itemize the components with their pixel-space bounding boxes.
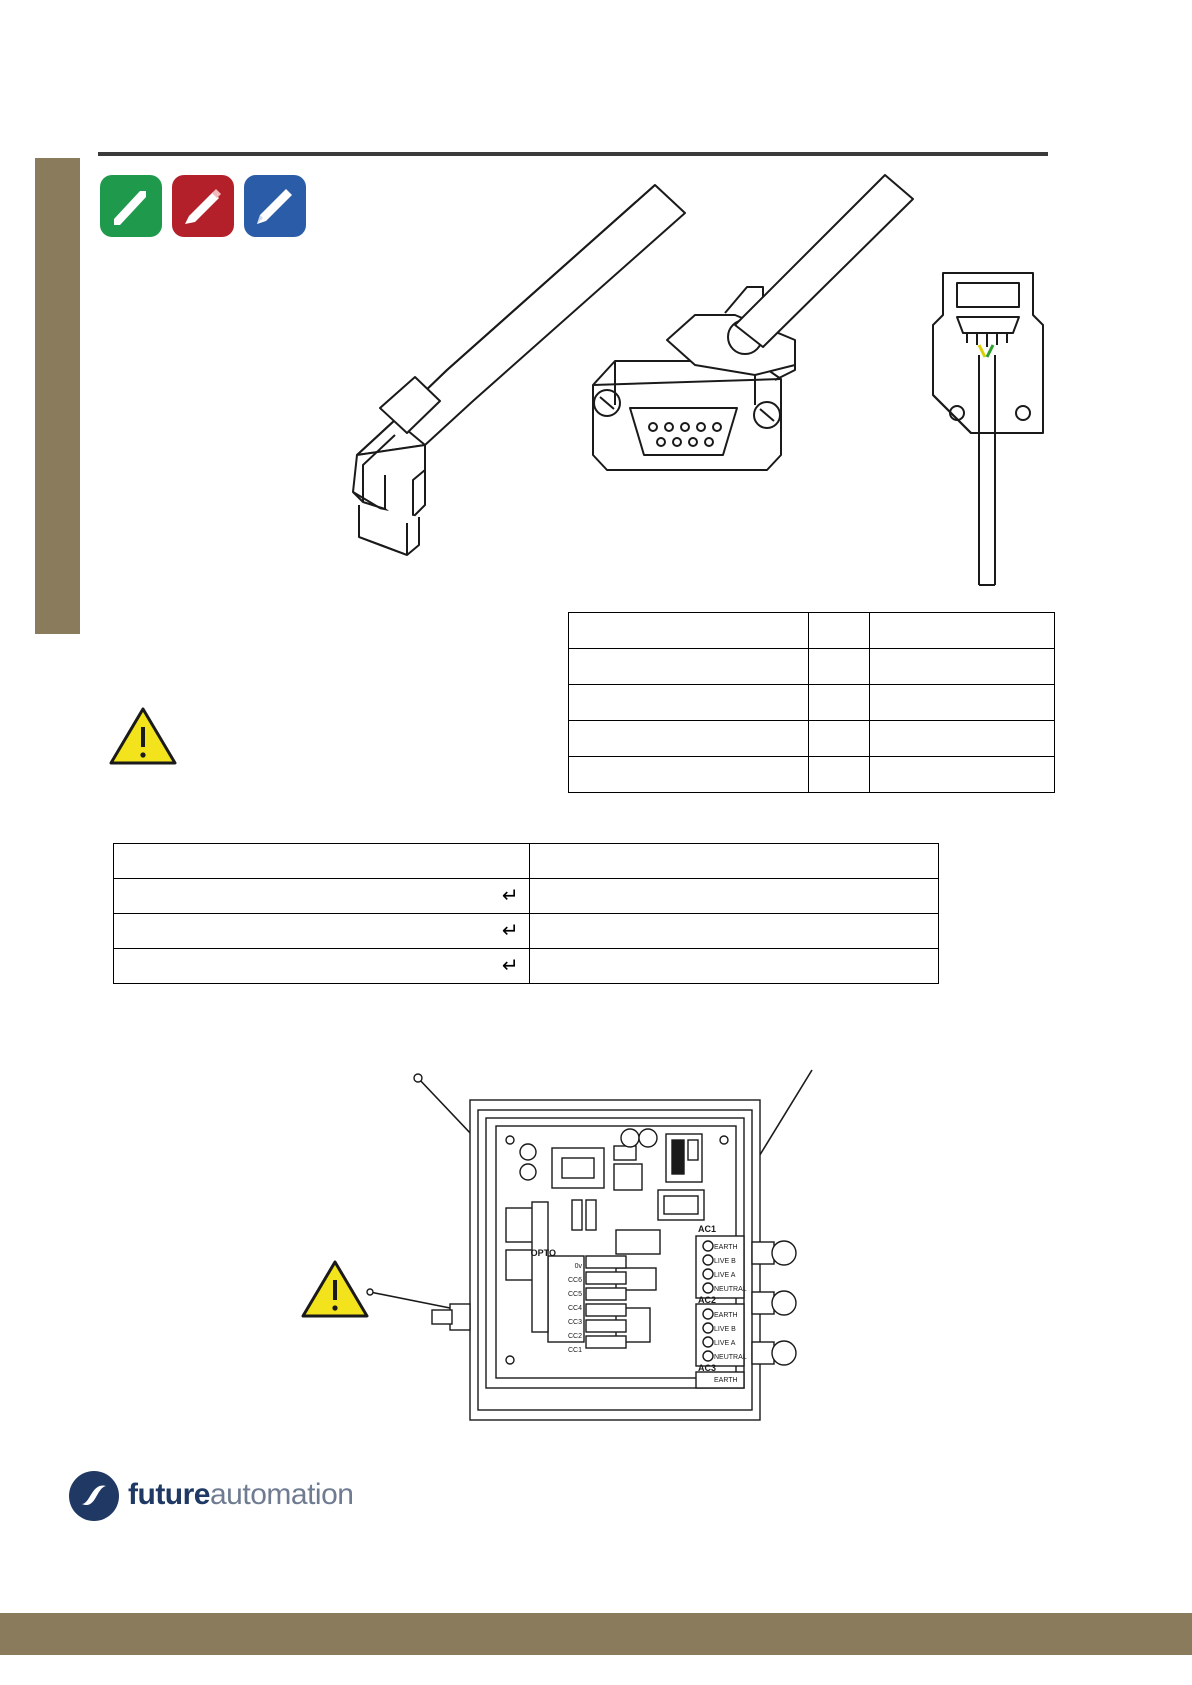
section-side-tab [35,158,80,634]
pin-cell [809,721,870,757]
svg-text:EARTH: EARTH [714,1312,738,1319]
pin-cell [869,721,1054,757]
pin-cell [869,649,1054,685]
command-description-cell [529,914,938,949]
table-row [569,613,1055,649]
warning-triangle-upper [108,705,178,767]
svg-text:NEUTRAL: NEUTRAL [714,1286,747,1293]
svg-text:LIVE A: LIVE A [714,1272,736,1279]
header-rule [98,152,1048,156]
logo-mark-icon [68,1470,120,1522]
svg-text:AC1: AC1 [698,1224,717,1234]
command-cell [114,879,530,914]
table-header-row [114,844,939,879]
svg-text:CC1: CC1 [567,1347,582,1354]
table-row [114,914,939,949]
table-row [114,949,939,984]
db9-rear-wiring-detail [933,273,1043,585]
logo-wordmark [128,1478,353,1512]
table-row [569,685,1055,721]
control-board-diagram [300,1060,920,1440]
pin-cell [809,757,870,793]
command-description-cell [529,949,938,984]
svg-text:AC3: AC3 [698,1363,717,1373]
pin-cell [569,721,809,757]
pin-cell [809,685,870,721]
svg-text:EARTH: EARTH [714,1244,738,1251]
svg-text:EARTH: EARTH [714,1377,738,1384]
command-cell [114,914,530,949]
pin-assignment-table [568,612,1055,793]
svg-text:CC4: CC4 [567,1305,582,1312]
svg-text:AC2: AC2 [698,1295,717,1305]
pin-cell [809,613,870,649]
command-header-cell [529,844,938,879]
pin-cell [869,757,1054,793]
pin-cell [809,649,870,685]
table-row [569,757,1055,793]
svg-text:LIVE A: LIVE A [714,1340,736,1347]
pin-cell [869,685,1054,721]
table-row [569,721,1055,757]
carriage-return-icon: ↵ [501,954,519,977]
svg-text:OPTO: OPTO [530,1248,556,1258]
svg-text:CC2: CC2 [567,1333,582,1340]
svg-text:CC3: CC3 [567,1319,582,1326]
logo-word-future: future [128,1478,210,1511]
svg-text:CC6: CC6 [567,1277,582,1284]
pin-cell [569,757,809,793]
svg-text:CC5: CC5 [567,1291,582,1298]
connector-illustration [95,165,1055,605]
pin-cell [569,685,809,721]
command-cell [114,949,530,984]
table-row [114,879,939,914]
logo-word-automation: automation [210,1478,354,1511]
carriage-return-icon: ↵ [501,919,519,942]
svg-text:0v: 0v [574,1263,582,1270]
command-header-cell [114,844,530,879]
command-description-cell [529,879,938,914]
table-row [569,649,1055,685]
brand-logo [68,1470,368,1524]
svg-text:NEUTRAL: NEUTRAL [714,1354,747,1361]
pin-cell [569,649,809,685]
command-table [113,843,939,984]
footer-bar [0,1613,1192,1655]
carriage-return-icon: ↵ [501,884,519,907]
svg-text:LIVE B: LIVE B [714,1326,736,1333]
svg-text:LIVE B: LIVE B [714,1258,736,1265]
pin-cell [569,613,809,649]
pin-cell [869,613,1054,649]
